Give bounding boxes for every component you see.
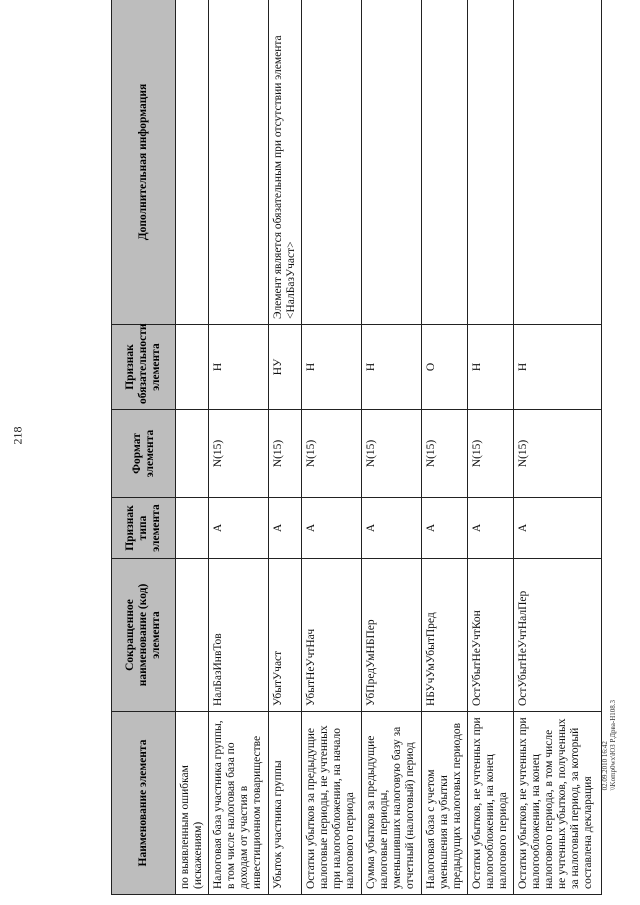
cell-type: А <box>209 498 269 559</box>
table-header-row <box>112 0 176 895</box>
header-type: Признак типа элемента <box>112 498 176 559</box>
cell-type: А <box>422 498 468 559</box>
cell-code: УбытНеУчтНач <box>302 559 362 712</box>
cell-format: N(15) <box>209 410 269 498</box>
footer-line-1: 02.09.2010 16:42 <box>601 741 609 791</box>
rotated-table-container <box>111 0 601 895</box>
cell-info <box>514 0 602 325</box>
cell-name: Остатки убытков, не учтенных при налогообложении, на конец налогового периода <box>468 712 514 895</box>
cell-code: УбытУчаст <box>269 559 302 712</box>
cell-type: А <box>269 498 302 559</box>
cell-required: Н <box>514 325 602 410</box>
cell-format: N(15) <box>269 410 302 498</box>
table-row <box>269 0 302 895</box>
cell-required: Н <box>302 325 362 410</box>
cell-required: НУ <box>269 325 302 410</box>
table-row <box>362 0 422 895</box>
cell-info <box>422 0 468 325</box>
cell-format: N(15) <box>362 410 422 498</box>
cell-required <box>176 325 209 410</box>
cell-code: УбПредУмНБПер <box>362 559 422 712</box>
cell-name: Убыток участника группы <box>269 712 302 895</box>
header-required: Признак обязательности элемента <box>112 325 176 410</box>
cell-info <box>302 0 362 325</box>
page-number: 218 <box>10 426 25 445</box>
cell-type: А <box>468 498 514 559</box>
cell-name: по выявленным ошибкам (искажениям) <box>176 712 209 895</box>
cell-name: Остатки убытков, не учтенных при налогообложении, на конец налогового периода, в том числе не учтенных убытков, полученных за налоговый период, за который составлена декларация <box>514 712 602 895</box>
header-info: Дополнительная информация <box>112 0 176 325</box>
cell-type: А <box>362 498 422 559</box>
cell-info: Элемент является обязательным при отсутствии элемента <НалБазУчаст> <box>269 0 302 325</box>
table-row <box>176 0 209 895</box>
cell-code: НБУчУмУбытПред <box>422 559 468 712</box>
cell-type <box>176 498 209 559</box>
cell-format <box>176 410 209 498</box>
cell-required: Н <box>362 325 422 410</box>
cell-format: N(15) <box>302 410 362 498</box>
table-row <box>422 0 468 895</box>
cell-type: А <box>514 498 602 559</box>
cell-format: N(15) <box>422 410 468 498</box>
cell-required: Н <box>209 325 269 410</box>
cell-code: НалБазИнвТов <box>209 559 269 712</box>
footer-stamp <box>601 700 617 790</box>
cell-info <box>176 0 209 325</box>
cell-type: А <box>302 498 362 559</box>
cell-code <box>176 559 209 712</box>
header-format: Формат элемента <box>112 410 176 498</box>
table-row <box>514 0 602 895</box>
footer-line-2: \\Komp0wx\ЮЗ Р.Дрва-Н108.3 <box>609 700 617 791</box>
cell-code: ОстУбытНеУчтНалПер <box>514 559 602 712</box>
header-name: Наименование элемента <box>112 712 176 895</box>
elements-table <box>111 0 602 895</box>
cell-required: Н <box>468 325 514 410</box>
table-row <box>468 0 514 895</box>
cell-required: О <box>422 325 468 410</box>
cell-name: Сумма убытков за предыдущие налоговые периоды, уменьшивших налоговую базу за отчетный (налоговый) период <box>362 712 422 895</box>
table-row <box>209 0 269 895</box>
cell-format: N(15) <box>514 410 602 498</box>
cell-info <box>468 0 514 325</box>
header-code: Сокращенное наименование (код) элемента <box>112 559 176 712</box>
cell-name: Налоговая база с учетом уменьшения на убытки предыдущих налоговых периодов <box>422 712 468 895</box>
cell-format: N(15) <box>468 410 514 498</box>
table-row <box>302 0 362 895</box>
cell-code: ОстУбытНеУчтКон <box>468 559 514 712</box>
cell-info <box>362 0 422 325</box>
cell-name: Налоговая база участника группы, в том числе налоговая база по доходам от участия в инвестиционном товариществе <box>209 712 269 895</box>
cell-info <box>209 0 269 325</box>
cell-name: Остатки убытков за предыдущие налоговые периоды, не учтенных при налогообложении, на начало налогового периода <box>302 712 362 895</box>
